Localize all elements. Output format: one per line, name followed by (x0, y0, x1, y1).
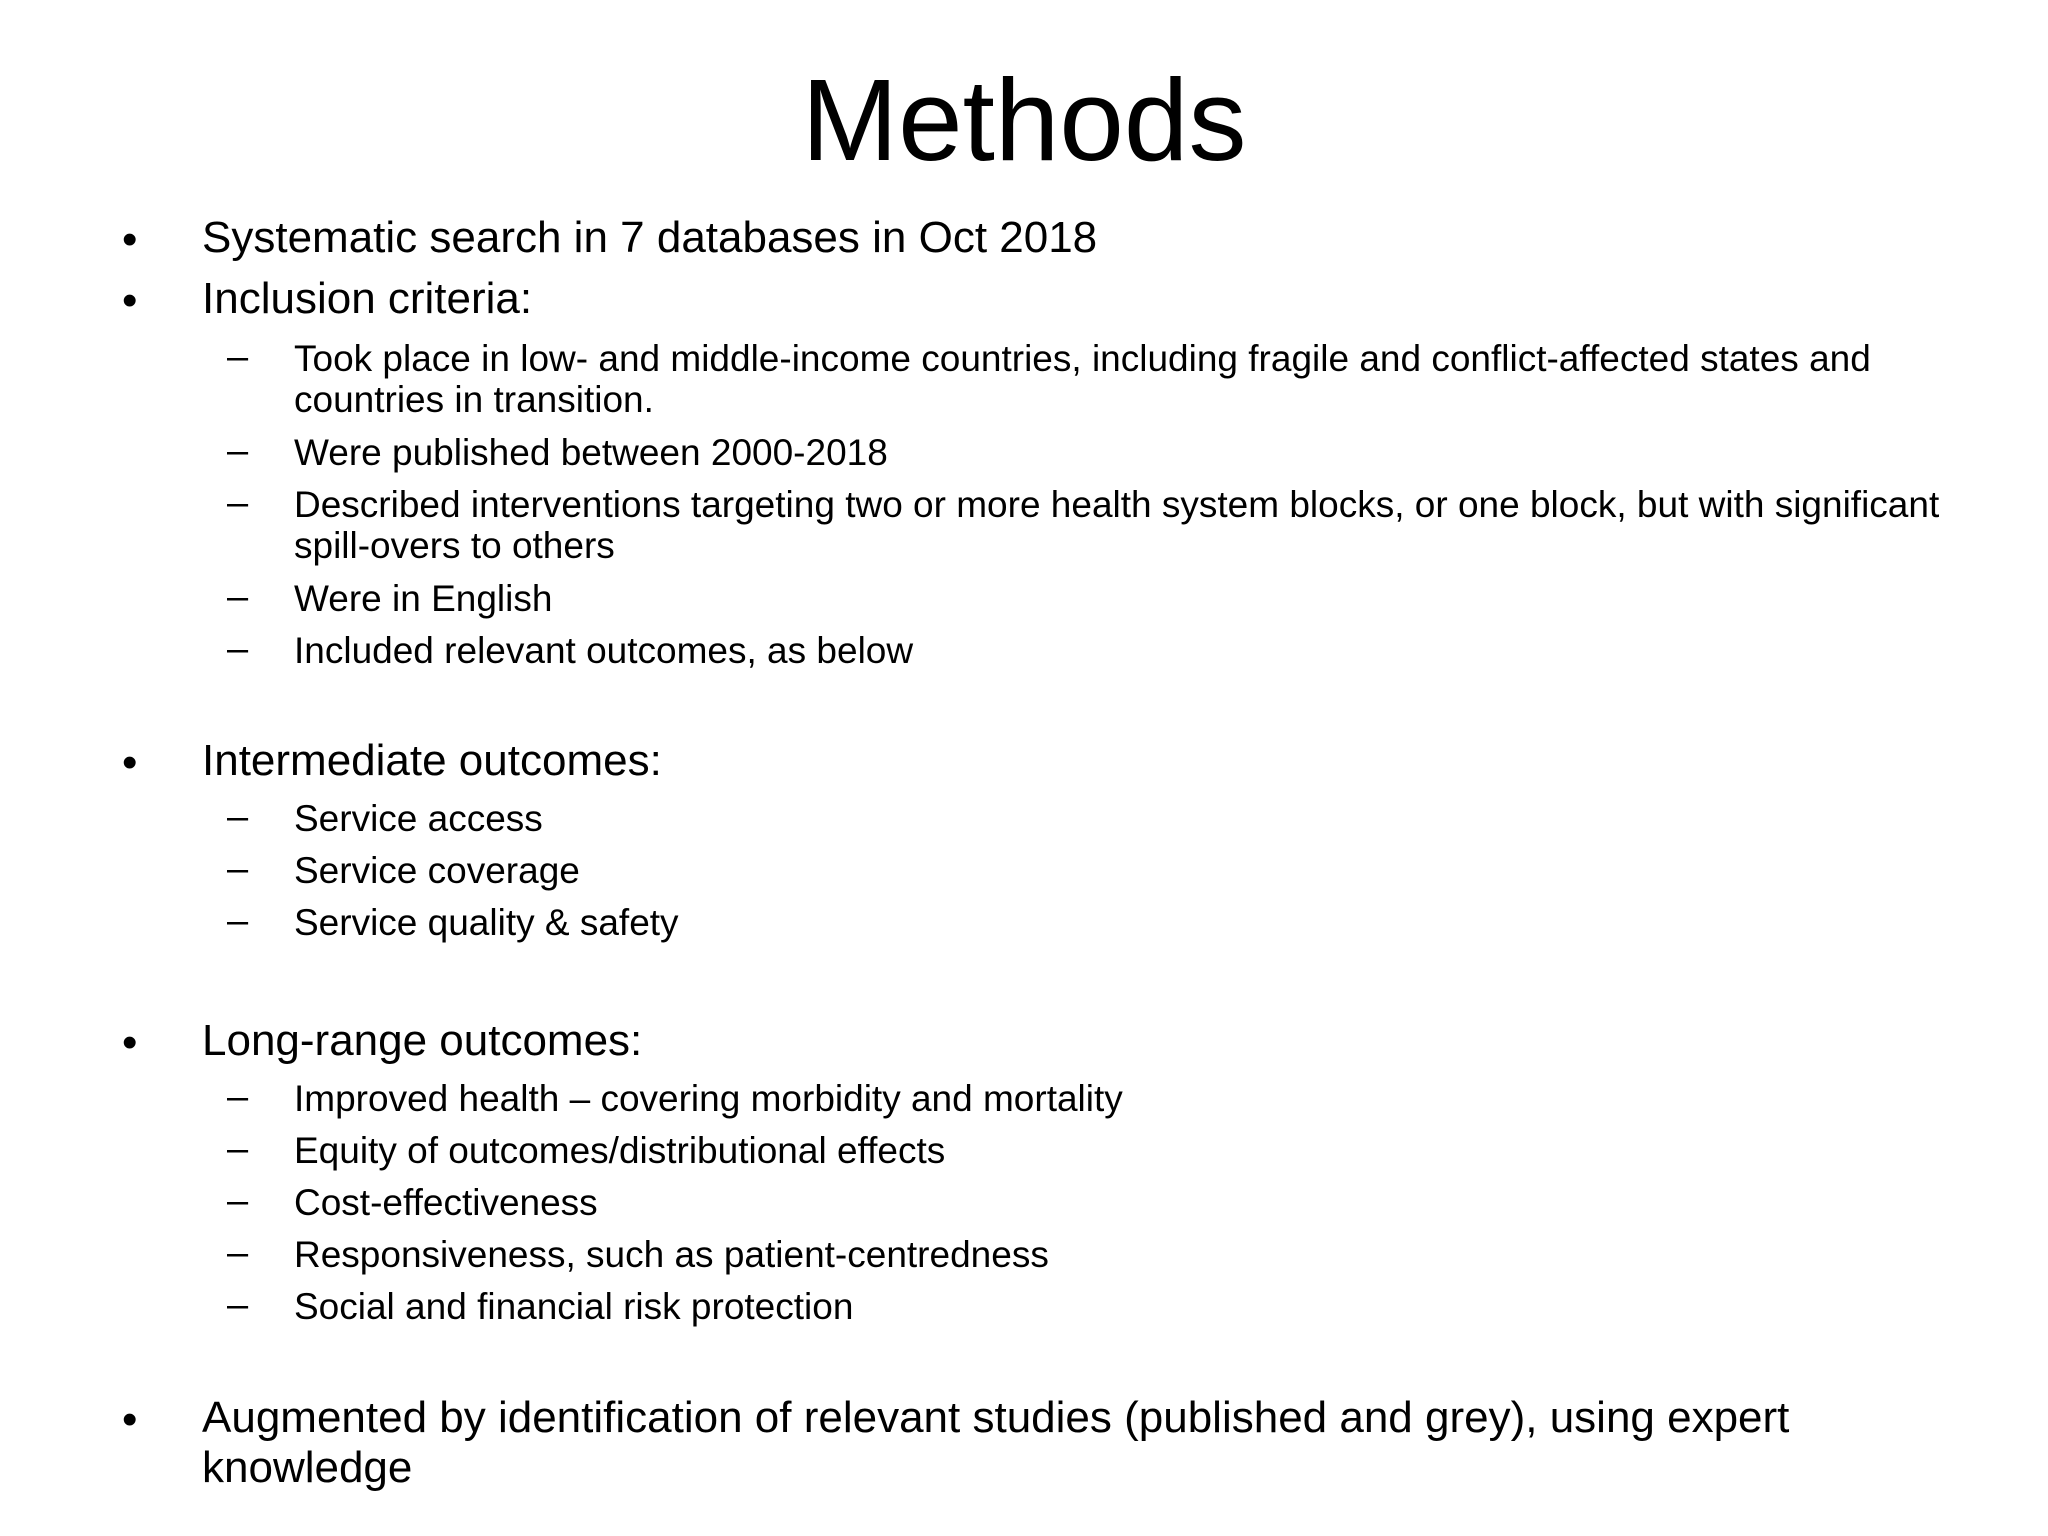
dash-icon: – (227, 796, 249, 838)
bullet-icon: • (122, 215, 138, 264)
long-range-outcome-item: Improved health – covering morbidity and mortality (294, 1078, 1123, 1119)
intermediate-outcome-item: Service access (294, 798, 543, 839)
dash-icon: – (227, 576, 249, 618)
dash-icon: – (227, 1128, 249, 1170)
criteria-item: Were in English (294, 578, 553, 619)
bullet-item-intermediate: Intermediate outcomes: (202, 736, 662, 785)
bullet-icon: • (122, 738, 138, 787)
bullet-icon: • (122, 1018, 138, 1067)
intermediate-outcome-item: Service quality & safety (294, 902, 679, 943)
bullet-item-augmented: Augmented by identification of relevant studies (published and grey), using expert knowledge (202, 1393, 1790, 1492)
long-range-outcome-item: Cost-effectiveness (294, 1182, 598, 1223)
dash-icon: – (227, 1076, 249, 1118)
dash-icon: – (227, 1284, 249, 1326)
slide-title: Methods (801, 55, 1247, 185)
criteria-item: Were published between 2000-2018 (294, 432, 888, 473)
criteria-item: Took place in low- and middle-income countries, including fragile and conflict-affected states and countries in transition. (294, 338, 1871, 420)
intermediate-outcome-item: Service coverage (294, 850, 580, 891)
dash-icon: – (227, 848, 249, 890)
bullet-item-inclusion: Inclusion criteria: (202, 274, 533, 323)
long-range-outcome-item: Social and financial risk protection (294, 1286, 854, 1327)
dash-icon: – (227, 1180, 249, 1222)
criteria-item: Described interventions targeting two or more health system blocks, or one block, but with significant spill-overs to others (294, 484, 1940, 566)
dash-icon: – (227, 430, 249, 472)
dash-icon: – (227, 1232, 249, 1274)
dash-icon: – (227, 482, 249, 524)
bullet-item-long-range: Long-range outcomes: (202, 1016, 643, 1065)
bullet-icon: • (122, 276, 138, 325)
bullet-icon: • (122, 1395, 138, 1444)
dash-icon: – (227, 628, 249, 670)
dash-icon: – (227, 900, 249, 942)
bullet-item-search: Systematic search in 7 databases in Oct 2018 (202, 213, 1098, 262)
dash-icon: – (227, 336, 249, 378)
long-range-outcome-item: Equity of outcomes/distributional effects (294, 1130, 946, 1171)
criteria-item: Included relevant outcomes, as below (294, 630, 914, 671)
long-range-outcome-item: Responsiveness, such as patient-centredness (294, 1234, 1049, 1275)
